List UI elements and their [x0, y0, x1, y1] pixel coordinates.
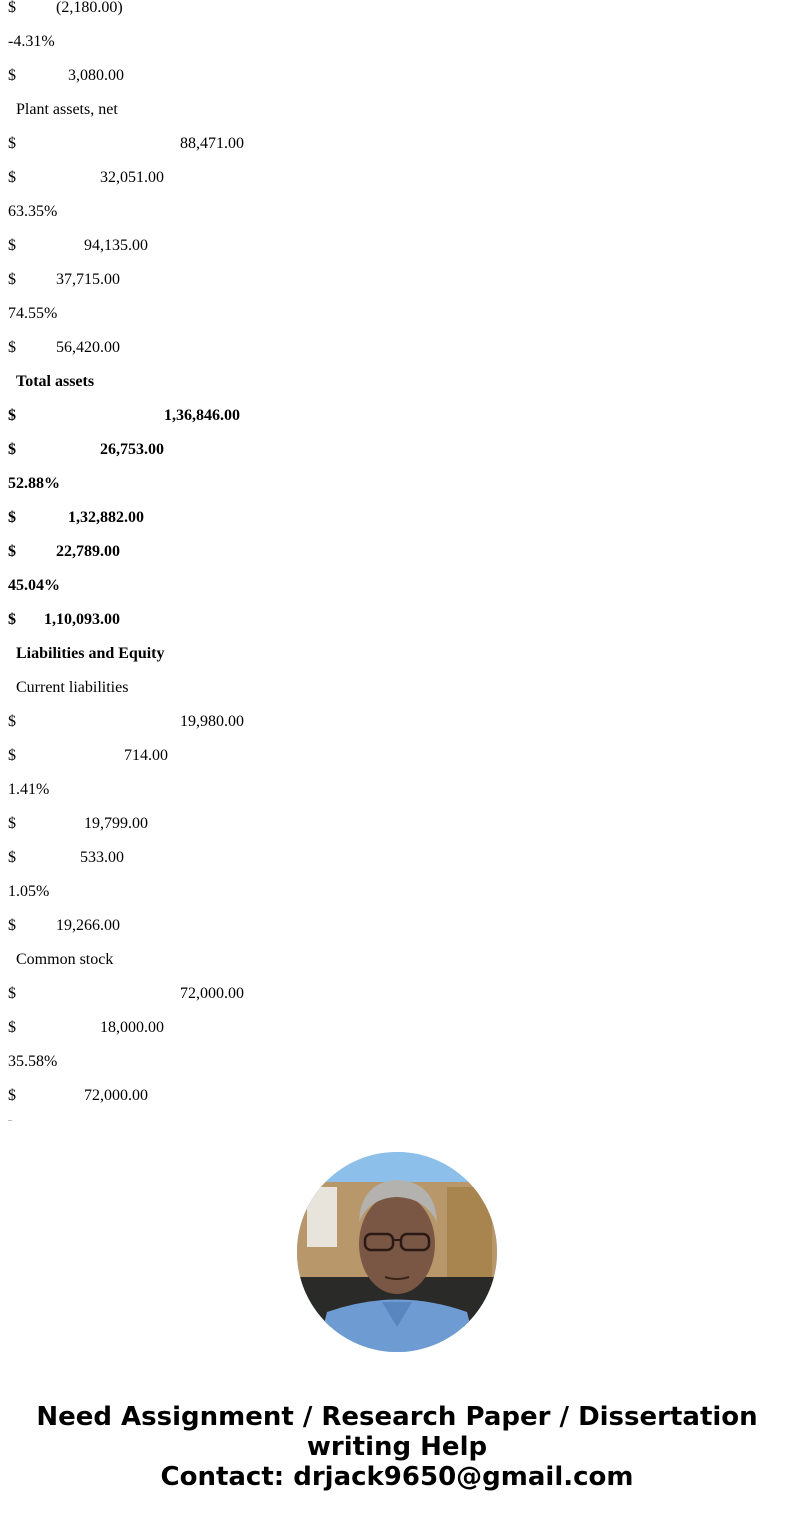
row-amount [0, 705, 794, 739]
percent-value: 74.55% [8, 305, 58, 322]
amount-value: 1,10,093.00 [44, 611, 120, 628]
amount-value: 22,789.00 [56, 543, 120, 560]
currency-symbol: $ [8, 237, 16, 254]
row-amount [0, 841, 794, 875]
amount-value: 1,36,846.00 [164, 407, 240, 424]
row-amount [0, 0, 794, 25]
amount-value: 94,135.00 [84, 237, 148, 254]
amount-value: 32,051.00 [100, 169, 164, 186]
amount-value: 37,715.00 [56, 271, 120, 288]
promo-contact: Contact: drjack9650@gmail.com [160, 1462, 634, 1492]
row-amount [0, 1079, 794, 1113]
row-percent [0, 1045, 794, 1079]
currency-symbol: $ [8, 713, 16, 730]
row-label [0, 671, 794, 705]
currency-symbol: $ [8, 271, 16, 288]
row-percent [0, 467, 794, 501]
row-percent [0, 195, 794, 229]
row-amount [0, 399, 794, 433]
row-amount [0, 1011, 794, 1045]
percent-value: 52.88% [8, 475, 60, 492]
row-amount [0, 263, 794, 297]
currency-symbol: $ [8, 849, 16, 866]
amount-value: 18,000.00 [100, 1019, 164, 1036]
row-amount [0, 127, 794, 161]
promo-message [0, 1402, 794, 1492]
row-amount [0, 807, 794, 841]
row-amount [0, 433, 794, 467]
row-label [0, 365, 794, 399]
row-amount [0, 59, 794, 93]
percent-value: -4.31% [8, 33, 55, 50]
amount-value: 19,266.00 [56, 917, 120, 934]
percent-value: 1.05% [8, 883, 50, 900]
line-item-label: Plant assets, net [16, 101, 118, 118]
row-label [0, 637, 794, 671]
currency-symbol: $ [8, 985, 16, 1002]
percent-value: 35.58% [8, 1053, 58, 1070]
promo-line-2: writing Help [306, 1432, 488, 1462]
amount-value: 3,080.00 [68, 67, 124, 84]
row-percent [0, 297, 794, 331]
row-amount [0, 977, 794, 1011]
amount-value: 19,980.00 [180, 713, 244, 730]
currency-symbol: $ [8, 0, 16, 16]
currency-symbol: $ [8, 1087, 16, 1104]
cut-off-text [8, 1120, 12, 1121]
currency-symbol: $ [8, 509, 16, 526]
row-percent [0, 569, 794, 603]
currency-symbol: $ [8, 1019, 16, 1036]
row-percent [0, 875, 794, 909]
currency-symbol: $ [8, 407, 16, 424]
amount-value: 72,000.00 [84, 1087, 148, 1104]
amount-value: 88,471.00 [180, 135, 244, 152]
promo-line-1: Need Assignment / Research Paper / Dissertation [36, 1402, 758, 1432]
currency-symbol: $ [8, 815, 16, 832]
currency-symbol: $ [8, 67, 16, 84]
row-amount [0, 535, 794, 569]
amount-value: 26,753.00 [100, 441, 164, 458]
currency-symbol: $ [8, 611, 16, 628]
amount-value: 1,32,882.00 [68, 509, 144, 526]
row-amount [0, 501, 794, 535]
line-item-label: Current liabilities [16, 679, 129, 696]
row-label [0, 93, 794, 127]
line-item-label: Liabilities and Equity [16, 645, 165, 662]
amount-value: 533.00 [80, 849, 124, 866]
row-amount [0, 161, 794, 195]
line-item-label: Total assets [16, 373, 95, 390]
currency-symbol: $ [8, 917, 16, 934]
row-percent [0, 773, 794, 807]
row-amount [0, 331, 794, 365]
line-item-label: Common stock [16, 951, 114, 968]
amount-value: 714.00 [124, 747, 168, 764]
avatar [297, 1152, 497, 1352]
currency-symbol: $ [8, 339, 16, 356]
amount-value: 72,000.00 [180, 985, 244, 1002]
row-amount [0, 909, 794, 943]
portrait-image [297, 1152, 497, 1352]
row-amount [0, 739, 794, 773]
percent-value: 63.35% [8, 203, 58, 220]
currency-symbol: $ [8, 747, 16, 764]
amount-value: (2,180.00) [56, 0, 123, 16]
currency-symbol: $ [8, 169, 16, 186]
currency-symbol: $ [8, 441, 16, 458]
currency-symbol: $ [8, 543, 16, 560]
row-label [0, 943, 794, 977]
row-amount [0, 603, 794, 637]
percent-value: 45.04% [8, 577, 60, 594]
percent-value: 1.41% [8, 781, 50, 798]
currency-symbol: $ [8, 135, 16, 152]
row-percent [0, 25, 794, 59]
amount-value: 56,420.00 [56, 339, 120, 356]
amount-value: 19,799.00 [84, 815, 148, 832]
row-amount [0, 229, 794, 263]
